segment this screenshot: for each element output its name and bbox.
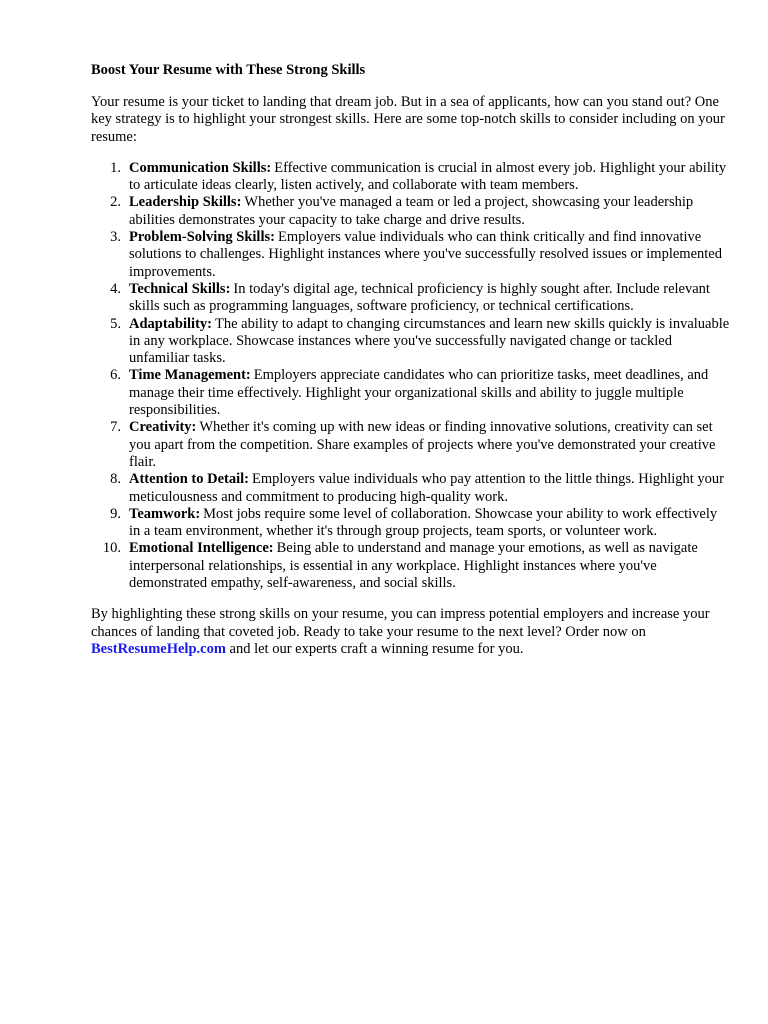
skill-description: In today's digital age, technical proficiency is highly sought after. Include relevant skills such as programming languages, software proficiency, or technical certifications. [129, 280, 710, 315]
skill-term: Communication Skills: [129, 159, 272, 176]
skill-term: Problem-Solving Skills: [129, 229, 275, 246]
skill-item [91, 367, 731, 419]
skill-description: The ability to adapt to changing circumstances and learn new skills quickly is invaluable in any workplace. Showcase instances where you've successfully navigated change or tackled unfamiliar tasks. [129, 315, 730, 367]
skill-number: 5. [110, 315, 121, 332]
intro-paragraph: Your resume is your ticket to landing that dream job. But in a sea of applicants, how can you stand out? One key strategy is to highlight your strongest skills. Here are some top-notch skills to consider including on your resume: [91, 94, 725, 145]
skill-item [91, 471, 731, 506]
skill-description: Whether it's coming up with new ideas or finding innovative solutions, creativity can set you apart from the competition. Share examples of projects where you've demonstrated your creative flair. [129, 419, 716, 470]
skill-number: 10. [102, 540, 121, 557]
skill-description: Being able to understand and manage your emotions, as well as navigate interpersonal relationships, is essential in any workplace. Highlight instances where you've demonstrated empathy, self-awareness, and social skills. [129, 540, 698, 592]
skill-description: Most jobs require some level of collaboration. Showcase your ability to work effectively in a team environment, whether it's through group projects, team sports, or volunteer work. [129, 505, 718, 540]
skill-item [91, 160, 731, 195]
skill-item [91, 506, 731, 541]
skill-item [91, 540, 731, 592]
skill-item [91, 419, 731, 471]
skill-description: Employers appreciate candidates who can prioritize tasks, meet deadlines, and manage their time effectively. Highlight your organizational skills and ability to juggle multiple responsibilities. [129, 367, 709, 419]
bestresumehelp-link[interactable]: BestResumeHelp.com [91, 640, 226, 657]
skill-term: Leadership Skills: [129, 194, 242, 211]
skill-description: Employers value individuals who can think critically and find innovative solutions to challenges. Highlight instances where you've successfully resolved issues or implemented improvements. [129, 229, 722, 280]
closing-tail: and let our experts craft a winning resume for you. [229, 640, 524, 657]
skill-number: 4. [110, 280, 121, 297]
skills-list [91, 160, 731, 592]
document-page [91, 60, 731, 658]
skill-term: Adaptability: [129, 315, 212, 332]
skill-number: 7. [110, 419, 121, 436]
skill-term: Emotional Intelligence: [129, 540, 274, 557]
skill-number: 9. [110, 505, 121, 522]
skill-description: Effective communication is crucial in almost every job. Highlight your ability to articulate ideas clearly, listen actively, and collaborate with team members. [129, 159, 727, 194]
closing-paragraph [91, 606, 731, 658]
skill-number: 3. [110, 229, 121, 246]
skill-number: 6. [110, 367, 121, 384]
document-title: Boost Your Resume with These Strong Skills [91, 62, 366, 78]
skill-description: Employers value individuals who pay attention to the little things. Highlight your meticulousness and commitment to producing high-quality work. [129, 471, 725, 505]
closing-text: By highlighting these strong skills on your resume, you can impress potential employers and increase your chances of landing that coveted job. Ready to take your resume to the next level? Order now on [91, 606, 710, 640]
skill-term: Time Management: [129, 367, 251, 384]
skill-item [91, 229, 731, 281]
skill-term: Teamwork: [129, 505, 201, 522]
skill-item [91, 194, 731, 229]
skill-term: Attention to Detail: [129, 471, 250, 488]
skill-item [91, 281, 731, 316]
skill-number: 2. [110, 194, 121, 211]
skill-term: Technical Skills: [129, 280, 231, 297]
skill-number: 1. [110, 159, 121, 176]
skill-number: 8. [110, 471, 121, 488]
skill-item [91, 316, 731, 368]
skill-description: Whether you've managed a team or led a project, showcasing your leadership abilities demonstrates your capacity to take charge and drive results. [129, 194, 694, 228]
skill-term: Creativity: [129, 419, 197, 436]
